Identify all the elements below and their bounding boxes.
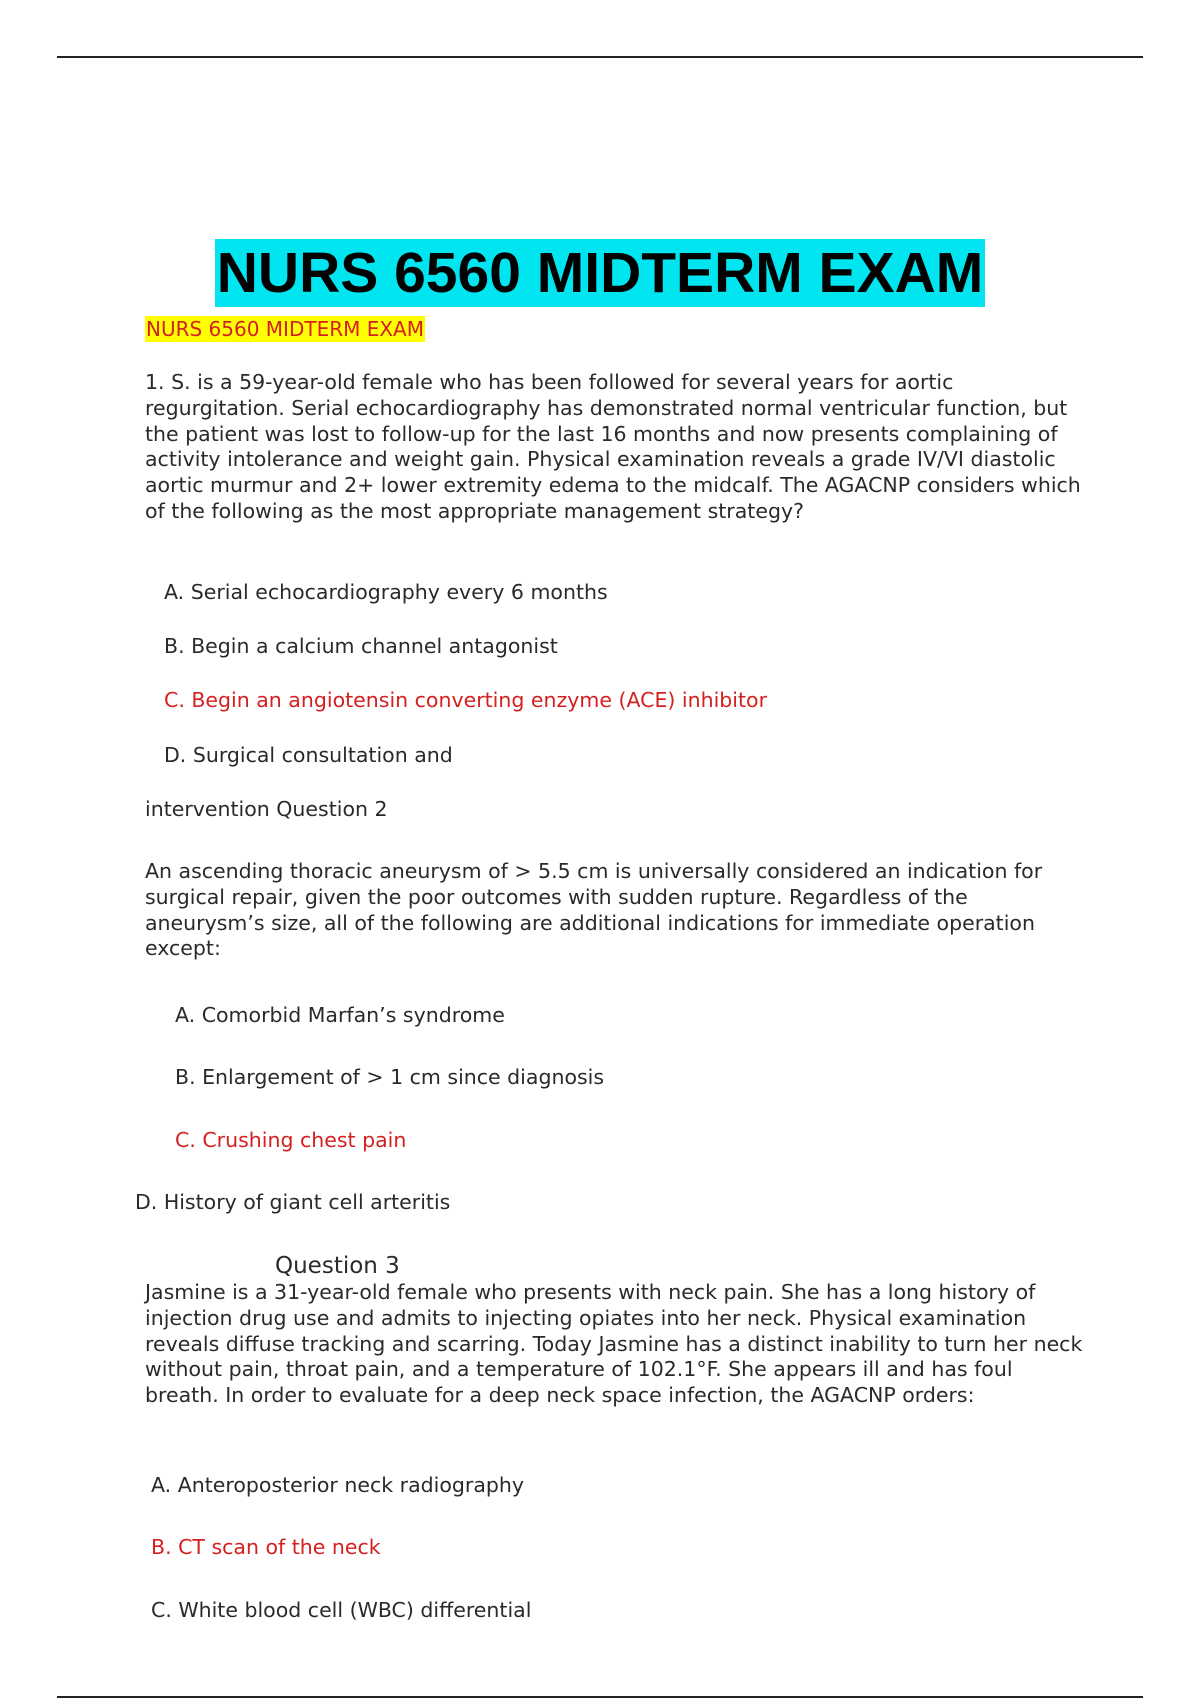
question-3-text: Jasmine is a 31-year-old female who presents with neck pain. She has a long history of injection drug use and admits to injecting opiates into her neck. Physical examination reveals diffuse tracking and scarring. Today Jasmine has a distinct inability to turn her neck without pain, throat pain, and a temperature of 102.1°F. She appears ill and has foul breath. In order to evaluate for a deep neck space infection, the AGACNP orders: [145,1280,1083,1408]
question-1-option-b: B. Begin a calcium channel antagonist [164,634,558,658]
title-container [0,239,1200,307]
question-3-option-c: C. White blood cell (WBC) differential [151,1598,532,1622]
question-1-option-a: A. Serial echocardiography every 6 months [164,580,608,604]
question-3-label: Question 3 [275,1253,400,1279]
document-title: NURS 6560 MIDTERM EXAM [216,241,984,305]
question-3-option-b-correct: B. CT scan of the neck [151,1535,381,1559]
question-2-option-a: A. Comorbid Marfan’s syndrome [175,1003,505,1027]
question-2-option-b: B. Enlargement of > 1 cm since diagnosis [175,1065,605,1089]
question-1-option-c-correct: C. Begin an angiotensin converting enzyme (ACE) inhibitor [164,688,768,712]
question-3-option-a: A. Anteroposterior neck radiography [151,1473,525,1497]
question-2-text: An ascending thoracic aneurysm of > 5.5 cm is universally considered an indication for surgical repair, given the poor outcomes with sudden rupture. Regardless of the aneurysm’s size, all of the following are additional indications for immediate operation except: [145,859,1043,961]
question-1-text: 1. S. is a 59-year-old female who has been followed for several years for aortic regurgitation. Serial echocardiography has demonstrated normal ventricular function, but the patient was lost to follow-up for the last 16 months and now presents complaining of activity intolerance and weight gain. Physical examination reveals a grade IV/VI diastolic aortic murmur and 2+ lower extremity edema to the midcalf. The AGACNP considers which of the following as the most appropriate management strategy? [145,370,1081,523]
question-1-continuation: intervention Question 2 [145,797,388,821]
document-subtitle: NURS 6560 MIDTERM EXAM [146,317,424,341]
top-rule [57,56,1143,58]
bottom-rule [57,1696,1143,1698]
question-1-option-d: D. Surgical consultation and [164,743,453,767]
question-2-option-c-correct: C. Crushing chest pain [175,1128,407,1152]
question-2-option-d: D. History of giant cell arteritis [135,1190,451,1214]
